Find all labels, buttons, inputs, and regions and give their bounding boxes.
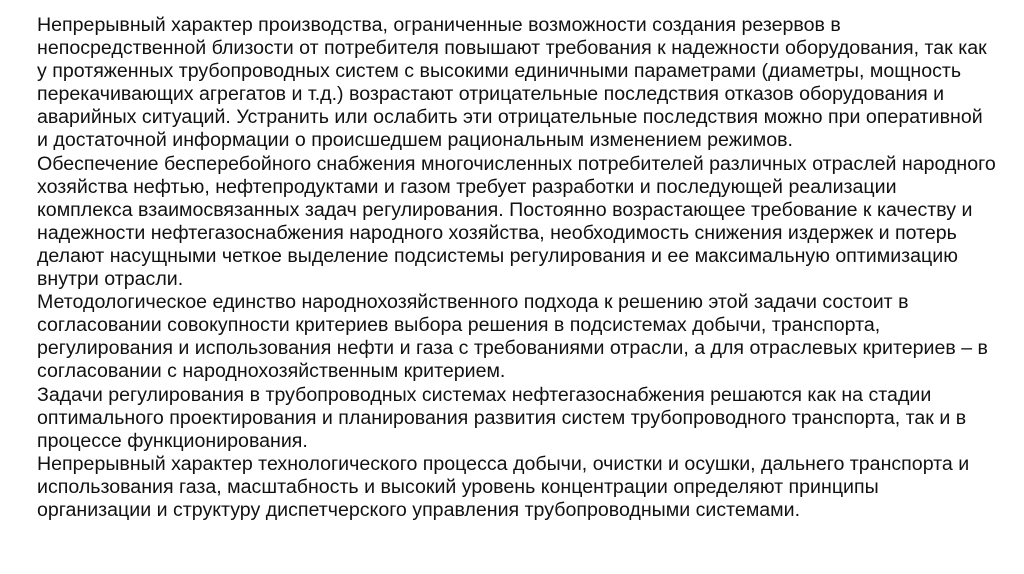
paragraph-production-reliability: Непрерывный характер производства, ограниченные возможности создания резервов в непосредственной близости от потребителя повышают требования к надежности оборудования, так как у протяженных трубопроводных систем с высокими единичными параметрами (диаметры, мощность перекачивающих агрегатов и т.д.) возрастают отрицательные последствия отказов оборудования и аварийных ситуаций. Устранить или ослабить эти отрицательные последствия можно при оперативной и достаточной информации о происшедшем рациональным изменением режимов. [37,14,987,152]
paragraph-regulation-tasks: Задачи регулирования в трубопроводных системах нефтегазоснабжения решаются как на стадии оптимального проектирования и планирования развития систем трубопроводного транспорта, так и в процессе функционирования. [37,383,967,452]
paragraph-supply-regulation: Обеспечение бесперебойного снабжения многочисленных потребителей различных отраслей народного хозяйства нефтью, нефтепродуктами и газом требует разработки и последующей реализации комплекса взаимосвязанных задач регулирования. Постоянно возрастающее требование к качеству и надежности нефтегазоснабжения народного хозяйства, необходимость снижения издержек и потерь делают насущными четкое выделение подсистемы регулирования и ее максимальную оптимизацию внутри отрасли. [37,152,996,291]
slide-body [37,14,997,522]
paragraph-methodological-unity: Методологическое единство народнохозяйственного подхода к решению этой задачи состоит в согласовании совокупности критериев выбора решения в подсистемах добычи, транспорта, регулирования и использования нефти и газа с требованиями отрасли, а для отраслевых критериев – в согласовании с народнохозяйственным критерием. [37,291,988,383]
paragraph-dispatch-control: Непрерывный характер технологического процесса добычи, очистки и осушки, дальнего транспорта и использования газа, масштабность и высокий уровень концентрации определяют принципы организации и структуру диспетчерского управления трубопроводными системами. [37,452,970,521]
